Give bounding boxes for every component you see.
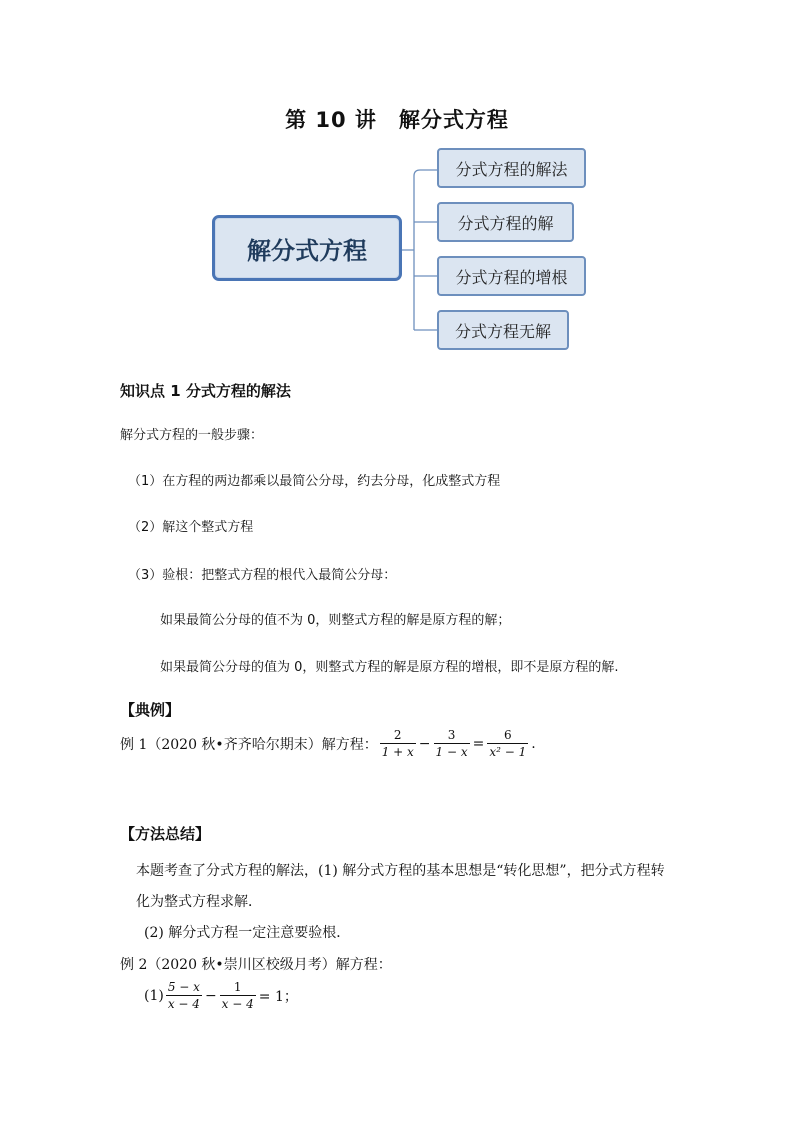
summary-line-1: 本题考查了分式方程的解法，(1) 解分式方程的基本思想是“转化思想”，把分式方程转 (136, 863, 665, 879)
mindmap-center-node: 解分式方程 (212, 215, 402, 281)
step-3: （3）验根：把整式方程的根代入最简公分母： (128, 568, 397, 583)
minus-sign: − (204, 987, 217, 1004)
summary-heading: 【方法总结】 (120, 825, 211, 843)
mindmap-branch-no-solution: 分式方程无解 (437, 310, 569, 350)
example-2-label: 例 2（2020 秋•崇川区校级月考）解方程： (120, 957, 392, 973)
fraction (487, 728, 528, 759)
example-2-part-1 (144, 980, 299, 1011)
mindmap-branch-solution: 分式方程的解 (437, 202, 574, 242)
fraction-denominator: x − 4 (221, 997, 254, 1011)
equals-sign: = (472, 735, 485, 752)
mindmap-branch-solving: 分式方程的解法 (437, 148, 586, 188)
fraction (166, 980, 202, 1011)
fraction-denominator: 1 − x (435, 745, 468, 759)
example-1-label: 例 1（2020 秋•齐齐哈尔期末）解方程： (120, 736, 378, 753)
minus-sign: − (418, 735, 431, 752)
section-intro: 解分式方程的一般步骤： (120, 428, 264, 443)
check-case-2: 如果最简公分母的值为 0，则整式方程的解是原方程的增根，即不是原方程的解. (160, 660, 619, 675)
fraction-numerator: 5 − x (167, 980, 200, 994)
example-heading: 【典例】 (120, 701, 181, 719)
step-1: （1）在方程的两边都乘以最简公分母，约去分母，化成整式方程 (128, 474, 501, 489)
check-case-1: 如果最简公分母的值不为 0，则整式方程的解是原方程的解； (160, 613, 511, 628)
fraction (220, 980, 256, 1011)
mindmap-connector (402, 168, 442, 338)
fraction-denominator: x − 4 (167, 997, 200, 1011)
period: . (531, 735, 536, 752)
fraction-denominator: x² − 1 (489, 745, 527, 759)
equation-rhs: = 1； (258, 988, 298, 1005)
mindmap-branch-extraneous-root: 分式方程的增根 (437, 256, 586, 296)
fraction-numerator: 2 (393, 728, 402, 742)
step-2: （2）解这个整式方程 (128, 520, 254, 535)
part-label: (1) (144, 987, 164, 1004)
summary-line-3: (2) 解分式方程一定注意要验根． (144, 925, 351, 941)
fraction-numerator: 3 (447, 728, 456, 742)
fraction (434, 728, 470, 759)
example-1 (120, 728, 537, 759)
fraction-numerator: 6 (503, 728, 512, 742)
fraction (380, 728, 416, 759)
fraction-denominator: 1 + x (381, 745, 414, 759)
section-heading: 知识点 1 分式方程的解法 (120, 382, 291, 400)
fraction-numerator: 1 (233, 980, 242, 994)
page-title: 第 10 讲 解分式方程 (285, 108, 509, 132)
summary-line-2: 化为整式方程求解． (136, 894, 262, 910)
